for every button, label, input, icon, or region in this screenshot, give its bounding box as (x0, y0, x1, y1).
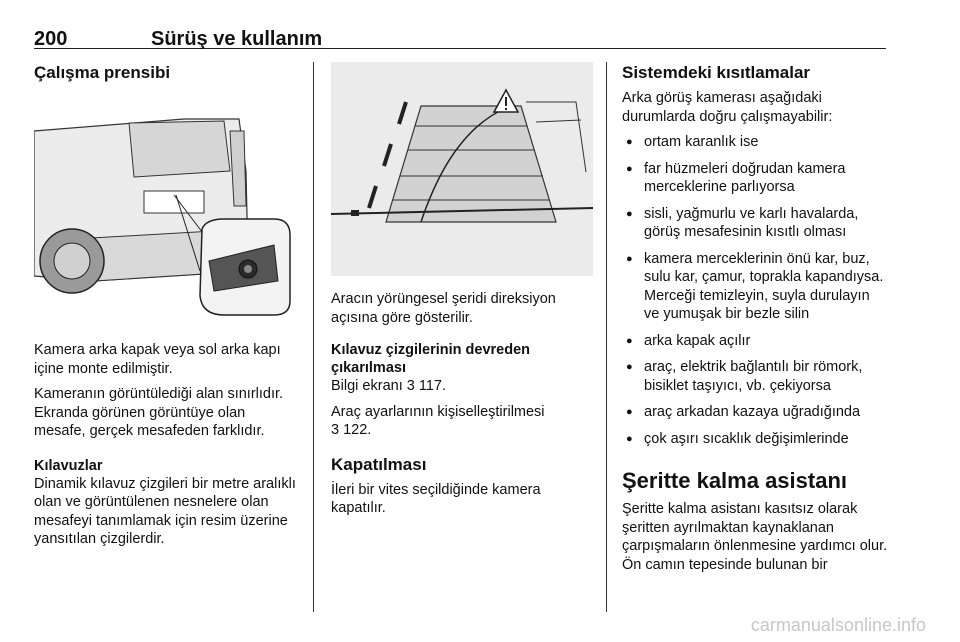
paragraph-switch-off: İleri bir vites seçildiğinde kamera kapatılır. (331, 481, 541, 516)
list-item: ● kamera merceklerinin önü kar, buz, sulu kar, çamur, toprakla kapandıysa. Merceği temizleyin, suyla durulayın ve yumuşak bir bezle silin (622, 250, 888, 324)
limitations-list (622, 133, 888, 448)
list-item: ● sisli, yağmurlu ve karlı havalarda, görüş mesafesinin kısıtlı olması (622, 205, 888, 242)
reference-vehicle-settings (331, 403, 593, 440)
column-2 (331, 62, 593, 525)
page-header (34, 26, 886, 49)
watermark: carmanualsonline.info (750, 615, 926, 635)
page-number: 200 (34, 28, 68, 50)
heading-disable-guides: Kılavuz çizgilerinin devreden çıkarılması (331, 342, 531, 376)
paragraph-mount: Kamera arka kapak veya sol arka kapı içine monte edilmiştir. (34, 342, 281, 377)
paragraph-lane-keep: Şeritte kalma asistanı kasıtsız olarak şeritten ayrılmaktan kaynaklanan çarpışmaların önlenmesine yardımcı olur. Ön camın tepesinde bulunan bir (622, 501, 888, 573)
column-3 (622, 62, 888, 581)
list-item: ● ortam karanlık ise (622, 133, 888, 152)
section-title-limitations: Sistemdeki kısıtlamalar (622, 63, 811, 82)
column-divider-2 (606, 62, 607, 612)
reference-arrow-icon: 3 (406, 378, 415, 394)
section-title-principle: Çalışma prensibi (34, 63, 171, 82)
paragraph-view-area: Kameranın görüntülediği alan sınırlıdır. Ekranda görünen görüntüye olan mesafe, gerçek mesafeden farklıdır. (34, 386, 284, 439)
reference-info-page[interactable]: 117. (418, 378, 447, 394)
reference-arrow-icon: 3 (331, 422, 340, 438)
guide-lines-display-illustration (331, 62, 593, 276)
paragraph-limitations-intro: Arka görüş kamerası aşağıdaki durumlarda doğru çalışmayabilir: (622, 90, 833, 125)
heading-guides: Kılavuzlar (34, 457, 103, 474)
chapter-title: Sürüş ve kullanım (151, 28, 323, 50)
rear-camera-location-illustration (34, 111, 296, 321)
section-title-lane-keep: Şeritte kalma asistanı (622, 468, 848, 493)
list-item: ● arka kapak açılır (622, 332, 888, 351)
list-item: ● far hüzmeleri doğrudan kamera merceklerine parlıyorsa (622, 160, 888, 197)
reference-settings-label: Araç ayarlarının kişiselleştirilmesi (331, 403, 545, 420)
paragraph-guides: Dinamik kılavuz çizgileri bir metre aralıklı olan ve görüntülenen nesnelere olan mesafeyi tanımlamak için resim üzerine yansıtılan çizgilerdir. (34, 475, 296, 547)
reference-info-label: Bilgi ekranı (331, 378, 403, 394)
heading-switch-off: Kapatılması (331, 454, 427, 474)
list-item: ● çok aşırı sıcaklık değişimlerinde (622, 430, 888, 449)
list-item: ● araç, elektrik bağlantılı bir römork, bisiklet taşıyıcı, vb. çekiyorsa (622, 358, 888, 395)
reference-settings-page[interactable]: 122. (343, 422, 372, 438)
list-item: ● araç arkadan kazaya uğradığında (622, 403, 888, 422)
column-divider-1 (313, 62, 314, 612)
reference-info-display (331, 377, 593, 396)
column-1 (34, 62, 296, 556)
caption-trajectory: Aracın yörüngesel şeridi direksiyon açısına göre gösterilir. (331, 291, 556, 326)
